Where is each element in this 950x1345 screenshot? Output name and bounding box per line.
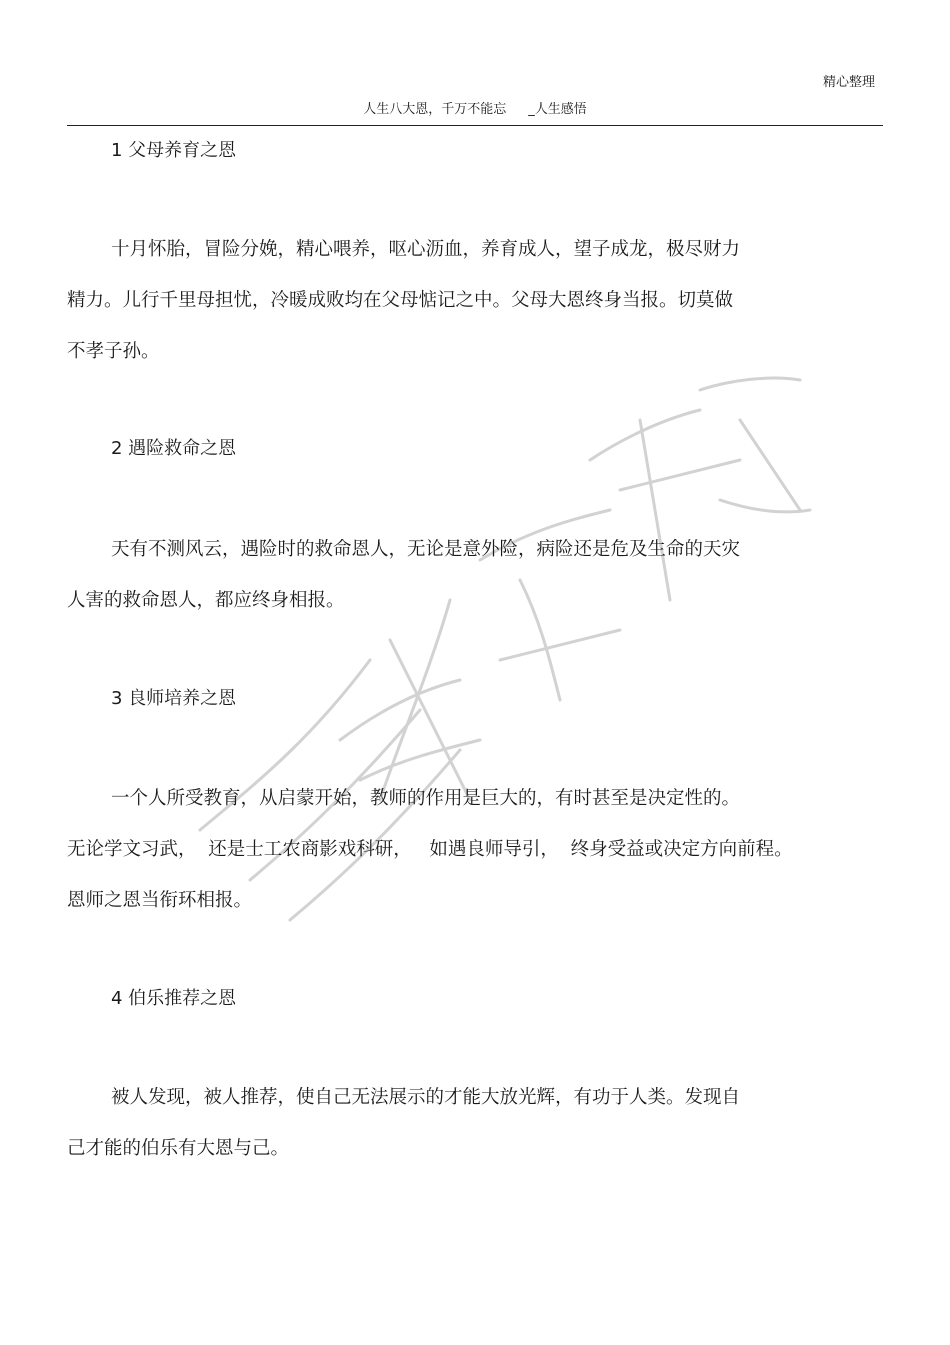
section-1-line: 十月怀胎，冒险分娩，精心喂养，呕心沥血，养育成人，望子成龙，极尽财力 bbox=[111, 239, 741, 260]
section-2-body bbox=[67, 524, 740, 626]
section-1-body bbox=[67, 224, 740, 377]
section-4-line: 己才能的伯乐有大恩与己。 bbox=[67, 1138, 290, 1159]
section-1-line: 精力。儿行千里母担忧，冷暖成败均在父母惦记之中。父母大恩终身当报。切莫做 bbox=[67, 290, 734, 311]
corner-note: 精心整理 bbox=[822, 75, 875, 90]
header-title bbox=[0, 98, 950, 117]
section-2-line: 天有不测风云，遇险时的救命恩人，无论是意外险，病险还是危及生命的天灾 bbox=[111, 539, 741, 560]
section-4-heading: 4 伯乐推荐之恩 bbox=[111, 988, 237, 1009]
header-title-category: _人生感悟 bbox=[528, 102, 587, 117]
section-4-body bbox=[67, 1072, 740, 1174]
header-title-main: 人生八大恩，千万不能忘 bbox=[363, 102, 507, 117]
header-rule bbox=[67, 125, 883, 126]
section-1-heading: 1 父母养育之恩 bbox=[111, 140, 237, 161]
section-2-line: 人害的救命恩人，都应终身相报。 bbox=[67, 590, 345, 611]
section-3-heading: 3 良师培养之恩 bbox=[111, 688, 237, 709]
section-3-line: 无论学文习武， 还是士工农商影戏科研， 如遇良师导引， 终身受益或决定方向前程。 bbox=[67, 839, 793, 860]
section-3-line: 一个人所受教育，从启蒙开始，教师的作用是巨大的，有时甚至是决定性的。 bbox=[111, 788, 741, 809]
section-4-line: 被人发现，被人推荐，使自己无法展示的才能大放光辉，有功于人类。发现自 bbox=[111, 1087, 741, 1108]
section-1-line: 不孝子孙。 bbox=[67, 341, 160, 362]
section-3-line: 恩师之恩当衔环相报。 bbox=[67, 890, 253, 911]
section-3-body bbox=[67, 773, 793, 926]
section-2-heading: 2 遇险救命之恩 bbox=[111, 438, 237, 459]
